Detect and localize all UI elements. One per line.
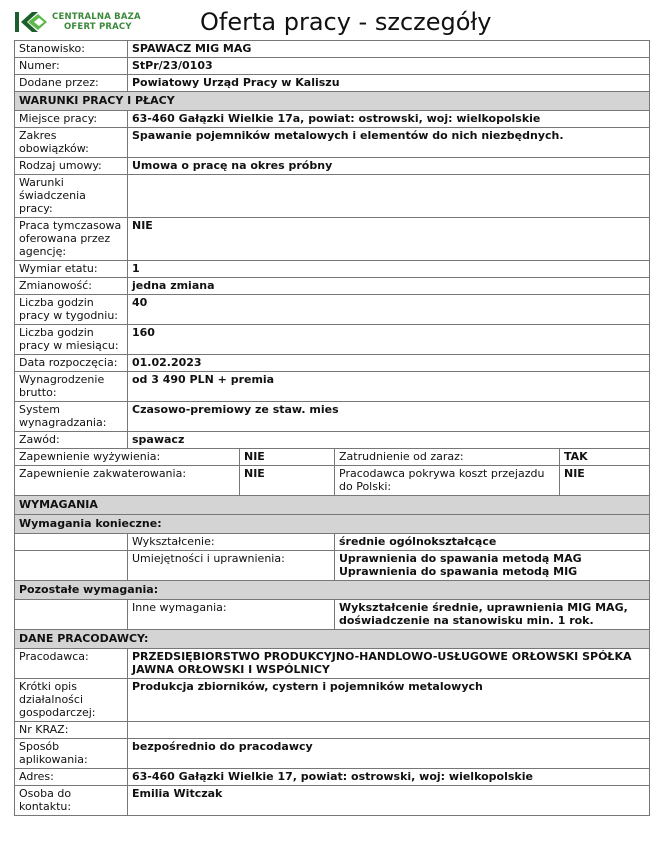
empty-cell (15, 600, 128, 630)
field-value: średnie ogólnokształcące (335, 534, 650, 551)
field-value (128, 175, 650, 218)
row-extras-2 (15, 466, 650, 496)
logo-text (52, 12, 141, 32)
row-warunki (15, 158, 650, 175)
offer-number-value: StPr/23/0103 (128, 58, 650, 75)
field-value: NIE (560, 466, 650, 496)
row-stanowisko (15, 41, 650, 58)
row-inne (15, 600, 650, 630)
field-value: jedna zmiana (128, 278, 650, 295)
row-pracodawca (15, 739, 650, 769)
field-value: NIE (240, 449, 335, 466)
logo-icon (14, 10, 48, 34)
field-label: Umiejętności i uprawnienia: (128, 551, 335, 581)
row-wyksztalcenie (15, 534, 650, 551)
field-label: Sposób aplikowania: (15, 739, 128, 769)
row-warunki (15, 432, 650, 449)
offer-table (14, 40, 650, 816)
section-wymagania-konieczne (15, 515, 650, 534)
section-pozostale (15, 581, 650, 600)
field-value: Emilia Witczak (128, 786, 650, 816)
row-warunki (15, 261, 650, 278)
field-label: Inne wymagania: (128, 600, 335, 630)
header (14, 6, 649, 38)
field-value: 1 (128, 261, 650, 278)
field-label: Wynagrodzenie brutto: (15, 372, 128, 402)
field-value: NIE (240, 466, 335, 496)
field-label: Wykształcenie: (128, 534, 335, 551)
field-value: od 3 490 PLN + premia (128, 372, 650, 402)
row-warunki (15, 402, 650, 432)
section-subheader: Pozostałe wymagania: (15, 581, 650, 600)
row-warunki (15, 175, 650, 218)
row-pracodawca (15, 649, 650, 679)
field-label: System wynagradzania: (15, 402, 128, 432)
row-warunki (15, 218, 650, 261)
field-value: bezpośrednio do pracodawcy (128, 739, 650, 769)
field-label: Adres: (15, 769, 128, 786)
field-value: Czasowo-premiowy ze staw. mies (128, 402, 650, 432)
row-warunki (15, 295, 650, 325)
row-numer (15, 58, 650, 75)
field-label: Zatrudnienie od zaraz: (335, 449, 560, 466)
field-value (335, 551, 650, 581)
field-value: NIE (128, 218, 650, 261)
field-value (128, 722, 650, 739)
field-label: Zapewnienie wyżywienia: (15, 449, 240, 466)
field-label: Zakres obowiązków: (15, 128, 128, 158)
logo-line-1: CENTRALNA BAZA (52, 12, 141, 22)
row-warunki (15, 372, 650, 402)
skill-item: Uprawnienia do spawania metodą MIG (339, 565, 578, 578)
row-extras-1 (15, 449, 650, 466)
field-label: Wymiar etatu: (15, 261, 128, 278)
field-label: Pracodawca: (15, 649, 128, 679)
page-title: Oferta pracy - szczegóły (200, 8, 492, 36)
row-pracodawca (15, 679, 650, 722)
field-label: Numer: (15, 58, 128, 75)
logo (14, 10, 174, 34)
field-label: Data rozpoczęcia: (15, 355, 128, 372)
section-warunki (15, 92, 650, 111)
field-value: 01.02.2023 (128, 355, 650, 372)
field-label: Liczba godzin pracy w tygodniu: (15, 295, 128, 325)
field-value: 63-460 Gałązki Wielkie 17a, powiat: ostrowski, woj: wielkopolskie (128, 111, 650, 128)
field-value: 40 (128, 295, 650, 325)
section-pracodawca (15, 630, 650, 649)
field-value: Spawanie pojemników metalowych i elementów do nich niezbędnych. (128, 128, 650, 158)
field-value: 160 (128, 325, 650, 355)
row-pracodawca (15, 786, 650, 816)
skill-item: Uprawnienia do spawania metodą MAG (339, 552, 582, 565)
empty-cell (15, 534, 128, 551)
row-pracodawca (15, 769, 650, 786)
field-label: Stanowisko: (15, 41, 128, 58)
field-label: Osoba do kontaktu: (15, 786, 128, 816)
field-label: Liczba godzin pracy w miesiącu: (15, 325, 128, 355)
job-title-value: SPAWACZ MIG MAG (128, 41, 650, 58)
row-warunki (15, 111, 650, 128)
field-label: Zmianowość: (15, 278, 128, 295)
section-header: WARUNKI PRACY I PŁACY (15, 92, 650, 111)
row-umiejetnosci (15, 551, 650, 581)
field-label: Praca tymczasowa oferowana przez agencję: (15, 218, 128, 261)
section-wymagania (15, 496, 650, 515)
row-pracodawca (15, 722, 650, 739)
empty-cell (15, 551, 128, 581)
added-by-value: Powiatowy Urząd Pracy w Kaliszu (128, 75, 650, 92)
field-label: Rodzaj umowy: (15, 158, 128, 175)
section-header: DANE PRACODAWCY: (15, 630, 650, 649)
row-warunki (15, 278, 650, 295)
row-warunki (15, 355, 650, 372)
logo-line-2: OFERT PRACY (64, 22, 132, 32)
field-value: Produkcja zbiorników, cystern i pojemników metalowych (128, 679, 650, 722)
row-warunki (15, 128, 650, 158)
row-dodane (15, 75, 650, 92)
field-label: Dodane przez: (15, 75, 128, 92)
section-header: WYMAGANIA (15, 496, 650, 515)
field-value: Umowa o pracę na okres próbny (128, 158, 650, 175)
field-value: 63-460 Gałązki Wielkie 17, powiat: ostrowski, woj: wielkopolskie (128, 769, 650, 786)
field-value: Wykształcenie średnie, uprawnienia MIG MAG, doświadczenie na stanowisku min. 1 rok. (335, 600, 650, 630)
field-label: Zawód: (15, 432, 128, 449)
field-label: Miejsce pracy: (15, 111, 128, 128)
field-label: Pracodawca pokrywa koszt przejazdu do Polski: (335, 466, 560, 496)
field-label: Zapewnienie zakwaterowania: (15, 466, 240, 496)
section-subheader: Wymagania konieczne: (15, 515, 650, 534)
field-value: TAK (560, 449, 650, 466)
field-value: PRZEDSIĘBIORSTWO PRODUKCYJNO-HANDLOWO-USŁUGOWE ORŁOWSKI SPÓŁKA JAWNA ORŁOWSKI I WSPÓLNICY (128, 649, 650, 679)
field-value: spawacz (128, 432, 650, 449)
field-label: Nr KRAZ: (15, 722, 128, 739)
row-warunki (15, 325, 650, 355)
field-label: Krótki opis działalności gospodarczej: (15, 679, 128, 722)
field-label: Warunki świadczenia pracy: (15, 175, 128, 218)
